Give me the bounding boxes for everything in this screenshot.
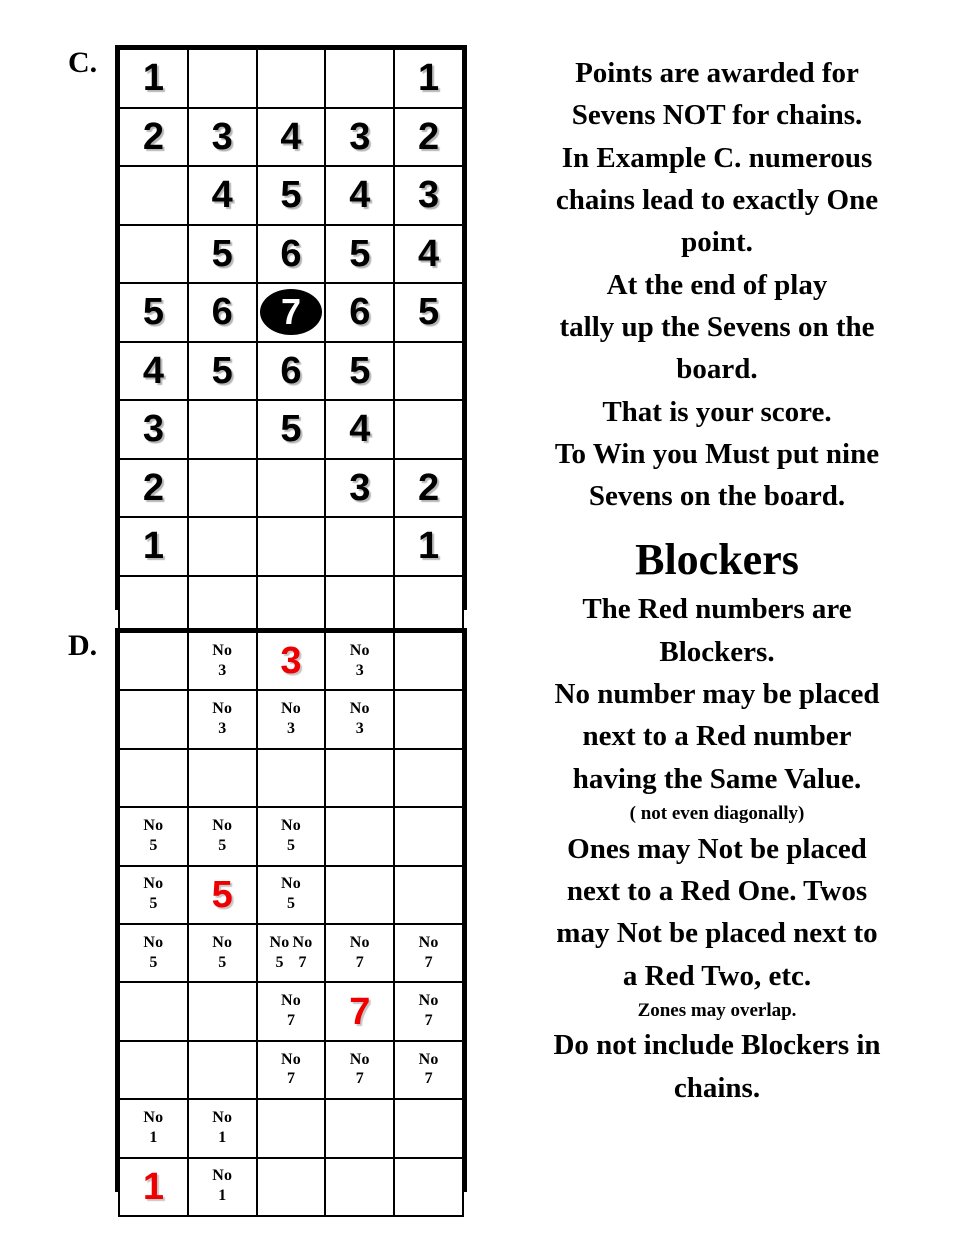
grid-d-cell-content — [120, 867, 187, 923]
grid-d-cell[interactable] — [188, 1041, 257, 1099]
grid-c-row — [119, 342, 463, 401]
grid-c-cell[interactable] — [188, 283, 257, 342]
grid-c-cell[interactable] — [257, 400, 326, 459]
grid-c-cell[interactable] — [325, 517, 394, 576]
grid-d-cell[interactable] — [257, 632, 326, 690]
grid-c-cell[interactable] — [119, 166, 188, 225]
grid-c-cell[interactable] — [188, 108, 257, 167]
grid-d-cell[interactable] — [325, 1158, 394, 1216]
no-value: 5 — [218, 953, 227, 971]
grid-c-cell[interactable] — [394, 166, 463, 225]
grid-d-cell[interactable] — [394, 749, 463, 807]
scoring-rule-line: point. — [681, 226, 753, 259]
grid-c-number: 5 — [349, 349, 371, 392]
grid-d-cell-content — [395, 983, 462, 1039]
grid-d-cell[interactable] — [119, 866, 188, 924]
no-word: No — [212, 1167, 233, 1185]
grid-d-cell[interactable] — [325, 924, 394, 982]
grid-d-cell[interactable] — [188, 749, 257, 807]
grid-c-cell[interactable] — [257, 342, 326, 401]
no-word: No — [212, 933, 233, 951]
grid-c-cell[interactable] — [394, 459, 463, 518]
grid-d-cell[interactable] — [394, 982, 463, 1040]
grid-d-cell-content — [189, 633, 256, 689]
no-word: No — [281, 700, 301, 718]
grid-c-number: 4 — [349, 174, 371, 217]
no-word: No — [212, 700, 233, 718]
grid-c-number: 5 — [211, 232, 233, 275]
grid-d-cell[interactable] — [257, 1041, 326, 1099]
grid-d-cell-content — [258, 691, 325, 747]
grid-c-number: 2 — [142, 115, 164, 158]
grid-d-cell[interactable] — [119, 632, 188, 690]
grid-c-cell[interactable] — [257, 225, 326, 284]
grid-c-cell[interactable] — [119, 342, 188, 401]
grid-d-table — [118, 631, 464, 1217]
grid-c-cell[interactable] — [188, 166, 257, 225]
grid-d-cell[interactable] — [188, 1158, 257, 1216]
no-value-zone-label — [291, 934, 313, 973]
grid-c-number: 3 — [418, 174, 440, 217]
no-value-zone-label — [418, 1051, 440, 1090]
no-value-zone-label — [211, 642, 233, 681]
no-value-zone-label — [349, 700, 371, 739]
grid-c-cell[interactable] — [394, 225, 463, 284]
grid-c-number: 3 — [142, 408, 164, 451]
no-value-zone-label — [418, 992, 440, 1031]
grid-d-cell[interactable] — [188, 924, 257, 982]
grid-d-cell-content — [326, 983, 393, 1039]
grid-c-cell[interactable] — [257, 166, 326, 225]
blockers-rule-line: Ones may Not be placed — [567, 832, 867, 865]
no-word: No — [349, 700, 370, 718]
grid-d-row — [119, 632, 463, 690]
grid-d-cell[interactable] — [325, 982, 394, 1040]
grid-d-cell[interactable] — [394, 1099, 463, 1157]
grid-d-cell-content — [120, 1159, 187, 1215]
grid-d-cell-content — [189, 867, 256, 923]
no-value-zone-label — [211, 1109, 233, 1148]
no-value: 7 — [424, 1012, 433, 1030]
grid-c-cell[interactable] — [257, 283, 326, 342]
no-value: 7 — [355, 953, 364, 971]
grid-d-cell[interactable] — [119, 807, 188, 865]
grid-d-cell[interactable] — [325, 749, 394, 807]
no-word: No — [349, 1050, 370, 1068]
grid-d-cell[interactable] — [394, 924, 463, 982]
grid-d-cell[interactable] — [188, 690, 257, 748]
grid-c-number: 1 — [418, 525, 440, 568]
no-value-zone-label — [349, 642, 371, 681]
blockers-rule-line: may Not be placed next to — [556, 917, 878, 950]
grid-d-cell-content — [258, 633, 325, 689]
blockers-heading: Blockers — [635, 534, 799, 584]
grid-c-row — [119, 283, 463, 342]
no-value: 3 — [355, 661, 364, 679]
blockers-rule-line: Do not include Blockers in — [553, 1029, 881, 1062]
grid-c-number: 1 — [142, 525, 164, 568]
no-word: No — [418, 933, 439, 951]
grid-c-number: 5 — [418, 291, 440, 334]
grid-c-cell[interactable] — [325, 342, 394, 401]
grid-d-row — [119, 1099, 463, 1157]
grid-d-cell[interactable] — [325, 690, 394, 748]
blockers-rule-line: The Red numbers are — [582, 593, 852, 626]
grid-c-cell[interactable] — [119, 49, 188, 108]
grid-d-cell[interactable] — [119, 690, 188, 748]
grid-c-number: 4 — [142, 349, 164, 392]
blockers-rule-line: having the Same Value. — [572, 762, 862, 795]
grid-d-cell-content — [326, 691, 393, 747]
grid-d-cell[interactable] — [188, 866, 257, 924]
grid-d-cell-content — [258, 925, 325, 981]
no-value-zone-label — [349, 934, 371, 973]
no-value: 1 — [218, 1187, 227, 1205]
grid-c-number: 4 — [418, 232, 440, 275]
blockers-rule-line: ( not even diagonally) — [629, 803, 805, 825]
grid-d-cell[interactable] — [257, 866, 326, 924]
grid-d-cell-content — [326, 633, 393, 689]
grid-d-cell[interactable] — [119, 982, 188, 1040]
scored-seven-marker: 7 — [260, 289, 322, 335]
grid-d-row — [119, 1041, 463, 1099]
no-value-zone-label — [280, 817, 302, 856]
grid-d-cell[interactable] — [119, 1158, 188, 1216]
no-value-zone-label — [280, 992, 302, 1031]
grid-d-cell[interactable] — [394, 807, 463, 865]
grid-d-row — [119, 807, 463, 865]
scoring-rule-line: Points are awarded for — [575, 57, 859, 89]
grid-d-cell[interactable] — [119, 1099, 188, 1157]
panel-label-d: D. — [68, 629, 98, 662]
no-value-zone-label — [269, 934, 291, 973]
grid-d-cell[interactable] — [119, 749, 188, 807]
grid-c-cell[interactable] — [188, 49, 257, 108]
grid-c-cell[interactable] — [119, 225, 188, 284]
no-value: 5 — [149, 895, 158, 913]
scoring-rule-line: In Example C. numerous — [561, 141, 873, 174]
grid-c-cell[interactable] — [325, 49, 394, 108]
grid-c-cell[interactable] — [257, 517, 326, 576]
grid-d-cell[interactable] — [188, 807, 257, 865]
no-value-zone-label — [142, 934, 164, 973]
grid-d-cell[interactable] — [257, 690, 326, 748]
grid-d-cell[interactable] — [394, 866, 463, 924]
grid-c-row — [119, 108, 463, 167]
grid-c-number: 6 — [280, 232, 302, 275]
grid-c-cell[interactable] — [394, 400, 463, 459]
no-word: No — [281, 816, 301, 834]
no-word: No — [349, 641, 370, 659]
blocker-number: 1 — [142, 1165, 164, 1208]
no-value: 7 — [286, 1012, 295, 1030]
grid-c-number: 2 — [418, 115, 440, 158]
grid-c-cell[interactable] — [119, 108, 188, 167]
grid-c-cell[interactable] — [325, 225, 394, 284]
no-value: 7 — [424, 1070, 433, 1088]
no-word: No — [418, 992, 439, 1010]
blockers-rule-line: next to a Red One. Twos — [566, 874, 868, 907]
scoring-rules-block — [484, 52, 950, 518]
no-word: No — [281, 992, 301, 1010]
no-value: 5 — [286, 895, 295, 913]
grid-d-cell-content — [120, 1100, 187, 1156]
grid-c-row — [119, 166, 463, 225]
no-value-zone-label — [142, 875, 164, 914]
grid-d-cell-content — [258, 867, 325, 923]
grid-c-number: 5 — [280, 174, 302, 217]
grid-c-row — [119, 576, 463, 635]
blockers-rule-line: Blockers. — [659, 635, 775, 668]
scoring-rule-line: tally up the Sevens on the — [559, 310, 875, 343]
no-value-zone-label — [211, 700, 233, 739]
scoring-rule-line: board. — [676, 353, 758, 386]
grid-c-cell[interactable] — [325, 400, 394, 459]
grid-c-cell[interactable] — [325, 108, 394, 167]
no-value-zone-label — [211, 1167, 233, 1206]
no-value: 7 — [355, 1070, 364, 1088]
grid-c-body — [119, 49, 463, 634]
no-value: 3 — [218, 661, 227, 679]
grid-c-cell[interactable] — [257, 459, 326, 518]
no-value: 1 — [149, 1128, 158, 1146]
grid-d-cell[interactable] — [188, 982, 257, 1040]
grid-c-number: 6 — [211, 291, 233, 334]
grid-d-body — [119, 632, 463, 1216]
grid-d-cell[interactable] — [188, 632, 257, 690]
grid-c-cell[interactable] — [188, 400, 257, 459]
grid-c-cell[interactable] — [257, 576, 326, 635]
grid-d-cell[interactable] — [188, 1099, 257, 1157]
no-word: No — [281, 875, 301, 893]
grid-d-cell-content — [189, 808, 256, 864]
grid-c-row — [119, 225, 463, 284]
no-value-zone-label — [211, 817, 233, 856]
grid-d-cell-content — [120, 925, 187, 981]
grid-c-cell[interactable] — [188, 225, 257, 284]
no-value: 3 — [286, 720, 295, 738]
grid-c-cell[interactable] — [188, 342, 257, 401]
grid-d-cell[interactable] — [394, 690, 463, 748]
grid-c-number: 4 — [280, 115, 302, 158]
grid-c-cell[interactable] — [119, 576, 188, 635]
grid-c-number: 5 — [142, 291, 164, 334]
grid-c-cell[interactable] — [188, 459, 257, 518]
grid-d-cell-content — [395, 1042, 462, 1098]
grid-d-cell-content — [395, 925, 462, 981]
grid-c-cell[interactable] — [394, 108, 463, 167]
grid-c-cell[interactable] — [188, 517, 257, 576]
grid-c-number: 3 — [211, 115, 233, 158]
no-value: 5 — [275, 953, 284, 971]
grid-d-cell[interactable] — [257, 749, 326, 807]
blockers-rule-line: next to a Red number — [582, 720, 852, 753]
no-value: 7 — [298, 953, 307, 971]
grid-d-cell[interactable] — [257, 807, 326, 865]
grid-c-number: 5 — [211, 349, 233, 392]
scoring-rule-line: chains lead to exactly One — [555, 183, 879, 216]
grid-d-cell-content — [189, 691, 256, 747]
blockers-rule-line: chains. — [673, 1071, 761, 1104]
rules-text-column — [484, 52, 950, 1109]
no-word: No — [143, 816, 164, 834]
grid-d-cell-content — [189, 925, 256, 981]
no-word: No — [269, 933, 290, 951]
grid-c-number: 4 — [211, 174, 233, 217]
grid-d-row — [119, 866, 463, 924]
scoring-rule-line: Sevens on the board. — [588, 480, 846, 513]
example-grid-d[interactable] — [115, 628, 467, 1208]
grid-d-cell[interactable] — [119, 1041, 188, 1099]
grid-d-cell[interactable] — [325, 807, 394, 865]
grid-d-cell[interactable] — [394, 1158, 463, 1216]
grid-c-cell[interactable] — [119, 400, 188, 459]
grid-c-cell[interactable] — [257, 108, 326, 167]
no-word: No — [418, 1050, 439, 1068]
grid-d-cell-content — [120, 808, 187, 864]
no-value: 5 — [218, 836, 227, 854]
grid-d-cell-content — [258, 808, 325, 864]
no-value-zone-label — [211, 934, 233, 973]
no-value-zone-label — [280, 700, 302, 739]
no-word: No — [281, 1050, 301, 1068]
no-value: 7 — [286, 1070, 295, 1088]
grid-c-cell[interactable] — [325, 166, 394, 225]
grid-d-cell[interactable] — [325, 1099, 394, 1157]
no-word: No — [143, 875, 164, 893]
grid-c-number: 3 — [349, 466, 371, 509]
blockers-rule-line: Zones may overlap. — [637, 999, 797, 1021]
no-word: No — [212, 1108, 233, 1126]
grid-d-row — [119, 749, 463, 807]
grid-c-table — [118, 48, 464, 635]
grid-d-cell[interactable] — [394, 1041, 463, 1099]
blockers-rules-block — [484, 588, 950, 1109]
scoring-rule-line: At the end of play — [606, 268, 828, 301]
grid-d-cell-content — [189, 1159, 256, 1215]
grid-c-number: 5 — [280, 408, 302, 451]
grid-c-row — [119, 517, 463, 576]
grid-d-cell-content — [189, 1100, 256, 1156]
grid-c-number: 2 — [418, 466, 440, 509]
panel-label-c: C. — [68, 46, 98, 79]
blocker-number: 3 — [280, 640, 302, 683]
grid-d-cell-content — [258, 1042, 325, 1098]
grid-c-cell[interactable] — [119, 283, 188, 342]
grid-c-cell[interactable] — [394, 283, 463, 342]
scoring-rule-line: To Win you Must put nine — [554, 437, 880, 470]
grid-d-row — [119, 924, 463, 982]
grid-c-cell[interactable] — [394, 517, 463, 576]
grid-c-cell[interactable] — [257, 49, 326, 108]
no-word: No — [212, 641, 233, 659]
grid-d-cell[interactable] — [257, 982, 326, 1040]
grid-c-cell[interactable] — [119, 517, 188, 576]
no-value: 1 — [218, 1128, 227, 1146]
no-word: No — [143, 1108, 164, 1126]
grid-c-number: 2 — [142, 466, 164, 509]
grid-d-cell[interactable] — [257, 924, 326, 982]
grid-c-number: 1 — [418, 57, 440, 100]
grid-c-number: 1 — [142, 57, 164, 100]
no-value: 5 — [149, 953, 158, 971]
grid-c-cell[interactable] — [188, 576, 257, 635]
grid-d-cell[interactable] — [325, 1041, 394, 1099]
grid-d-row — [119, 982, 463, 1040]
blocker-number: 5 — [211, 873, 233, 916]
grid-c-cell[interactable] — [325, 576, 394, 635]
grid-c-number: 6 — [349, 291, 371, 334]
grid-d-cell-content — [326, 1042, 393, 1098]
grid-c-row — [119, 49, 463, 108]
blocker-number: 7 — [349, 990, 371, 1033]
grid-d-row — [119, 1158, 463, 1216]
grid-c-cell[interactable] — [394, 49, 463, 108]
grid-c-cell[interactable] — [394, 576, 463, 635]
no-value: 3 — [218, 720, 227, 738]
no-word: No — [349, 933, 370, 951]
grid-c-cell[interactable] — [394, 342, 463, 401]
grid-d-cell[interactable] — [119, 924, 188, 982]
no-value: 5 — [149, 836, 158, 854]
no-word: No — [212, 816, 233, 834]
no-word: No — [143, 933, 164, 951]
grid-d-cell[interactable] — [325, 632, 394, 690]
grid-d-cell[interactable] — [257, 1099, 326, 1157]
scoring-rule-line: That is your score. — [602, 395, 832, 428]
example-grid-c[interactable] — [115, 45, 467, 610]
grid-d-cell-content — [326, 925, 393, 981]
no-value-zone-label — [142, 817, 164, 856]
grid-c-row — [119, 400, 463, 459]
no-value-zone-label — [280, 1051, 302, 1090]
grid-d-cell[interactable] — [394, 632, 463, 690]
no-word: No — [292, 933, 313, 951]
grid-d-cell-content — [258, 983, 325, 1039]
grid-d-cell[interactable] — [257, 1158, 326, 1216]
grid-c-number: 3 — [349, 115, 371, 158]
blockers-rule-line: a Red Two, etc. — [622, 959, 812, 992]
scoring-rule-line: Sevens NOT for chains. — [571, 99, 863, 132]
grid-c-number: 4 — [349, 408, 371, 451]
no-value: 5 — [286, 836, 295, 854]
grid-c-cell[interactable] — [325, 459, 394, 518]
grid-c-number: 5 — [349, 232, 371, 275]
no-value: 3 — [355, 720, 364, 738]
no-value-zone-label — [280, 875, 302, 914]
no-value: 7 — [424, 953, 433, 971]
grid-d-cell[interactable] — [325, 866, 394, 924]
no-value-zone-label — [349, 1051, 371, 1090]
grid-d-row — [119, 690, 463, 748]
grid-c-number: 6 — [280, 349, 302, 392]
grid-c-cell[interactable] — [119, 459, 188, 518]
no-value-zone-label — [418, 934, 440, 973]
blockers-rule-line: No number may be placed — [554, 678, 880, 711]
grid-c-cell[interactable] — [325, 283, 394, 342]
grid-c-row — [119, 459, 463, 518]
no-value-zone-label — [142, 1109, 164, 1148]
